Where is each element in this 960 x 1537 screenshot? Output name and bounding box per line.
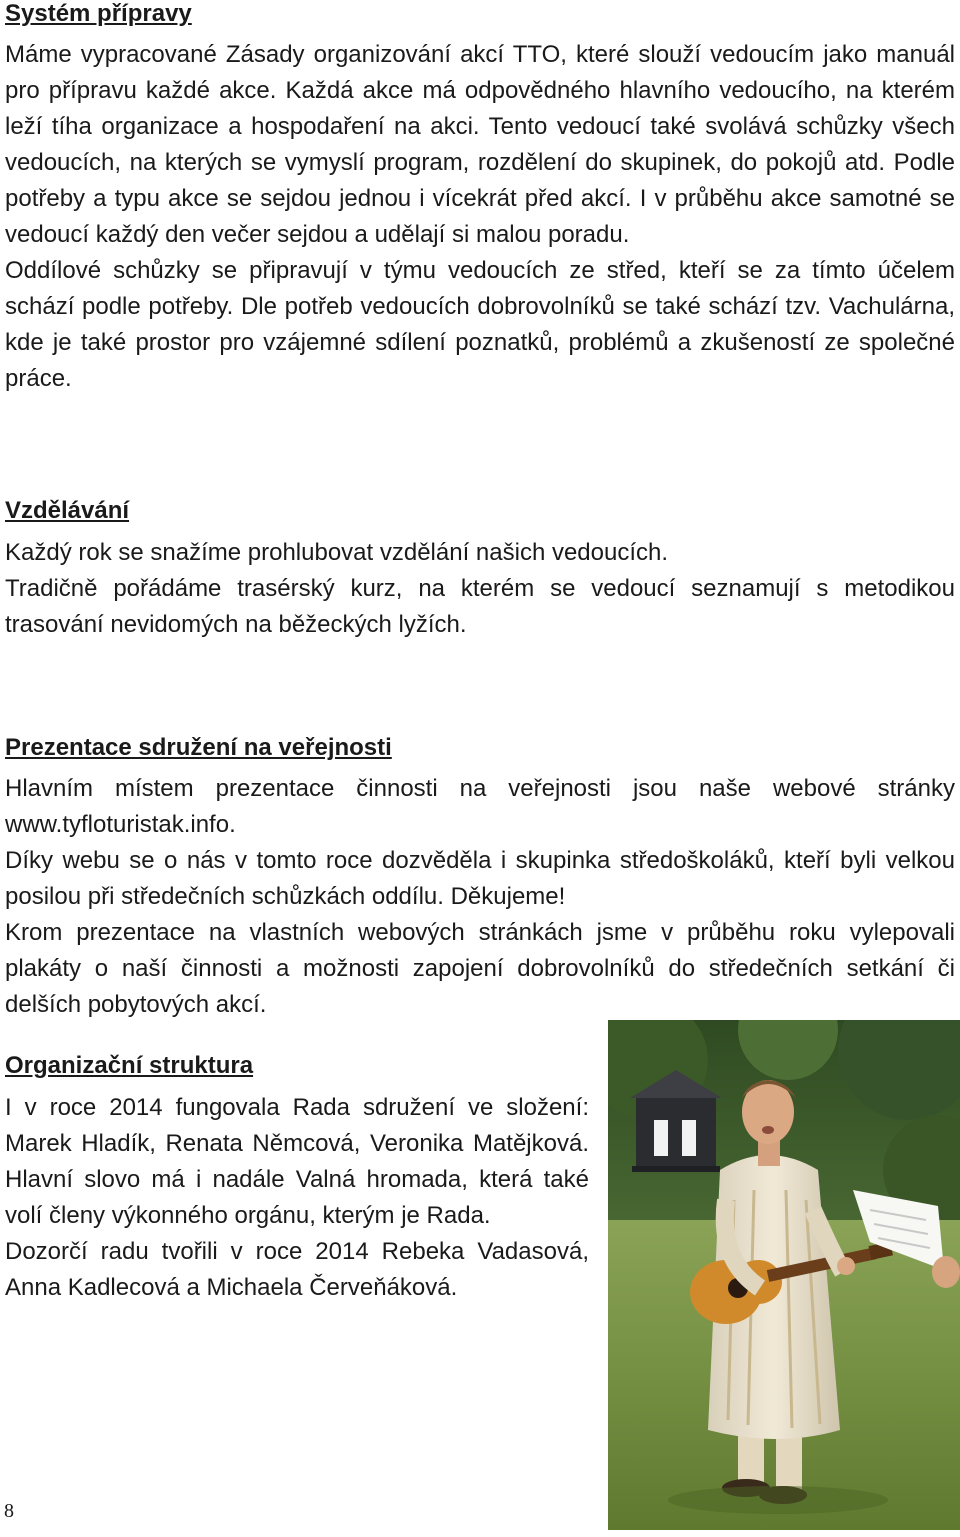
paragraph: I v roce 2014 fungovala Rada sdružení ve složení: Marek Hladík, Renata Němcová, Veronika Matějková. Hlavní slovo má i nadále Valná hromada, která také volí členy výkonného orgánu, kterým je Rada. xyxy=(5,1094,589,1229)
paragraph: Hlavním místem prezentace činnosti na veřejnosti jsou naše webové stránky www.tyfloturistak.info. xyxy=(5,775,955,838)
page-number: 8 xyxy=(4,1500,14,1522)
section-system-body xyxy=(5,37,955,397)
section-presentation-body xyxy=(5,771,955,1023)
heading-prezentace: Prezentace sdružení na veřejnosti xyxy=(5,734,392,761)
photo-illustration xyxy=(608,1020,960,1530)
paragraph: Máme vypracované Zásady organizování akcí TTO, které slouží vedoucím jako manuál pro přípravu každé akce. Každá akce má odpovědného hlavního vedoucího, na kterém leží tíha organizace a hospodaření na akci. Tento vedoucí také svolává schůzky všech vedoucích, na kterých se vymyslí program, rozdělení do skupinek, do pokojů atd. Podle potřeby a typu akce se sejdou jednou i vícekrát před akcí. I v průběhu akce samotné se vedoucí každý den večer sejdou a udělají si malou poradu. xyxy=(5,41,955,248)
paragraph: Oddílové schůzky se připravují v týmu vedoucích ze střed, kteří se za tímto účelem schází podle potřeby. Dle potřeb vedoucích dobrovolníků se také schází tzv. Vachulárna, kde je také prostor pro vzájemné sdílení poznatků, problémů a zkušeností ze společné práce. xyxy=(5,257,955,392)
heading-system-pripravy: Systém přípravy xyxy=(5,0,192,27)
paragraph: Krom prezentace na vlastních webových stránkách jsme v průběhu roku vylepovali plakáty o naší činnosti a možnosti zapojení dobrovolníků do středečních setkání či delších pobytových akcí. xyxy=(5,919,955,1018)
paragraph: Dozorčí radu tvořili v roce 2014 Rebeka Vadasová, Anna Kadlecová a Michaela Červeňáková. xyxy=(5,1238,589,1301)
heading-organizacni-struktura: Organizační struktura xyxy=(5,1052,254,1079)
paragraph: Tradičně pořádáme trasérský kurz, na kterém se vedoucí seznamují s metodikou trasování nevidomých na běžeckých lyžích. xyxy=(5,575,955,638)
section-education-body xyxy=(5,535,955,643)
section-organization-body xyxy=(5,1090,589,1306)
paragraph: Díky webu se o nás v tomto roce dozvěděla i skupinka středoškoláků, kteří byli velkou posilou při středečních schůzkách oddílu. Děkujeme! xyxy=(5,847,955,910)
paragraph: Každý rok se snažíme prohlubovat vzdělání našich vedoucích. xyxy=(5,539,669,566)
heading-vzdelavani: Vzdělávání xyxy=(5,497,130,524)
photo-guitar-player xyxy=(608,1020,960,1530)
